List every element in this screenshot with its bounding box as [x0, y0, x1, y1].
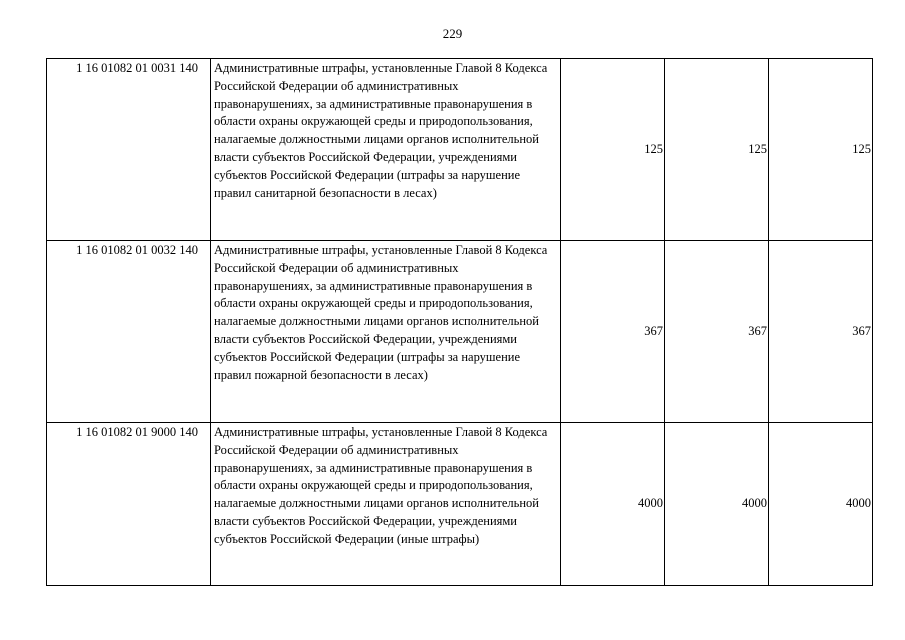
- amount-year-1: 367: [561, 241, 665, 423]
- amount-year-2: 367: [665, 241, 769, 423]
- income-description: Административные штрафы, установленные Главой 8 Кодекса Российской Федерации об административных правонарушениях, за административные правонарушения в области охраны окружающей среды и природопользования, налагаемые должностными лицами органов исполнительной власти субъектов Российской Федерации, учреждениями субъектов Российской Федерации (штрафы за нарушение правил пожарной безопасности в лесах): [211, 241, 561, 423]
- classification-code: 1 16 01082 01 0032 140: [47, 241, 211, 423]
- amount-year-1: 125: [561, 59, 665, 241]
- budget-table: [46, 58, 873, 586]
- amount-year-1: 4000: [561, 423, 665, 586]
- amount-year-2: 4000: [665, 423, 769, 586]
- income-description: Административные штрафы, установленные Главой 8 Кодекса Российской Федерации об административных правонарушениях, за административные правонарушения в области охраны окружающей среды и природопользования, налагаемые должностными лицами органов исполнительной власти субъектов Российской Федерации, учреждениями субъектов Российской Федерации (иные штрафы): [211, 423, 561, 586]
- income-description: Административные штрафы, установленные Главой 8 Кодекса Российской Федерации об административных правонарушениях, за административные правонарушения в области охраны окружающей среды и природопользования, налагаемые должностными лицами органов исполнительной власти субъектов Российской Федерации, учреждениями субъектов Российской Федерации (штрафы за нарушение правил санитарной безопасности в лесах): [211, 59, 561, 241]
- table-row: [47, 59, 873, 241]
- amount-year-3: 4000: [769, 423, 873, 586]
- amount-year-2: 125: [665, 59, 769, 241]
- table-row: [47, 241, 873, 423]
- table-row: [47, 423, 873, 586]
- classification-code: 1 16 01082 01 0031 140: [47, 59, 211, 241]
- classification-code: 1 16 01082 01 9000 140: [47, 423, 211, 586]
- amount-year-3: 125: [769, 59, 873, 241]
- amount-year-3: 367: [769, 241, 873, 423]
- page-number: 229: [442, 26, 463, 41]
